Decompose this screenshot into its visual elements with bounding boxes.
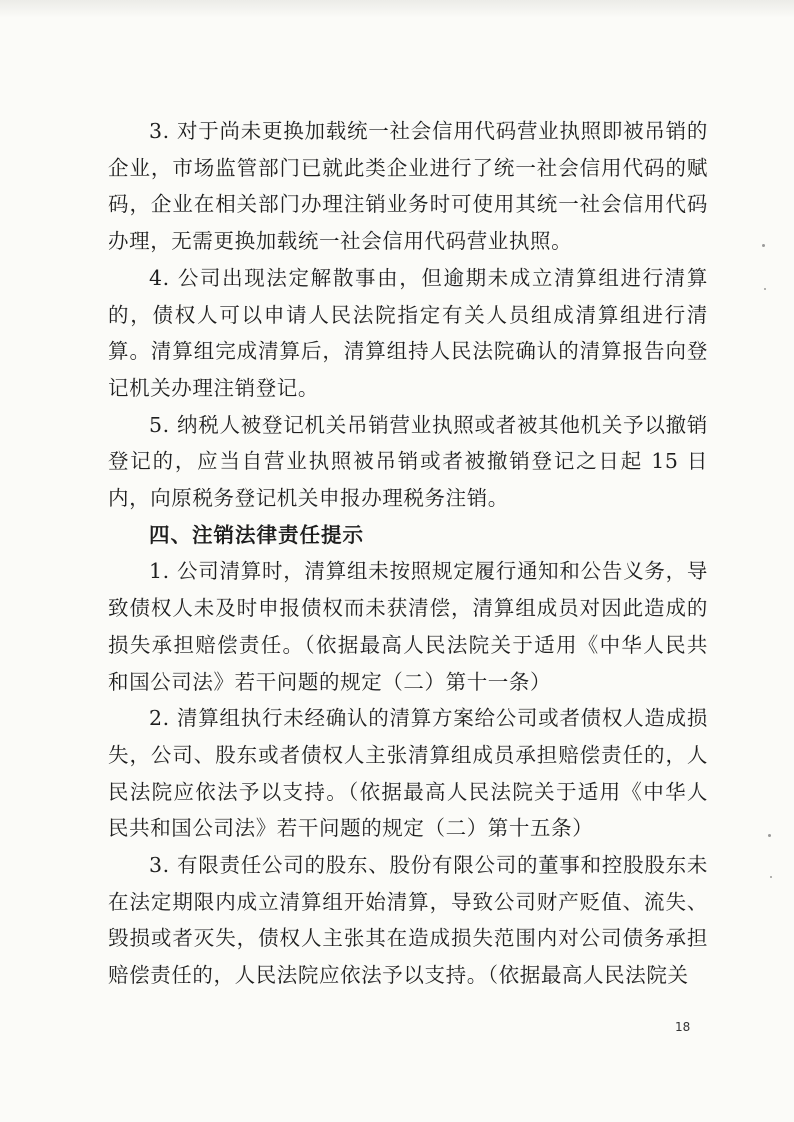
scan-speck — [770, 876, 772, 878]
scan-speck — [768, 834, 771, 837]
paragraph-item-4: 4. 公司出现法定解散事由，但逾期未成立清算组进行清算的，债权人可以申请人民法院指定有关人员组成清算组进行清算。清算组完成清算后，清算组持人民法院确认的清算报告向登记机关办理注销登记。 — [108, 265, 708, 400]
scan-speck — [764, 288, 766, 290]
section-heading: 四、注销法律责任提示 — [149, 522, 364, 547]
scan-edge-shadow — [0, 0, 794, 18]
document-body — [108, 113, 708, 994]
liability-item-3: 3. 有限责任公司的股东、股份有限公司的董事和控股股东未在法定期限内成立清算组开始清算，导致公司财产贬值、流失、毁损或者灭失，债权人主张其在造成损失范围内对公司债务承担赔偿责任的，人民法院应依法予以支持。（依据最高人民法院关 — [108, 853, 708, 988]
paragraph-item-3: 3. 对于尚未更换加载统一社会信用代码营业执照即被吊销的企业，市场监管部门已就此类企业进行了统一社会信用代码的赋码，企业在相关部门办理注销业务时可使用其统一社会信用代码办理，无需更换加载统一社会信用代码营业执照。 — [108, 119, 708, 254]
liability-item-2: 2. 清算组执行未经确认的清算方案给公司或者债权人造成损失，公司、股东或者债权人主张清算组成员承担赔偿责任的，人民法院应依法予以支持。（依据最高人民法院关于适用《中华人民共和国公司法》若干问题的规定（二）第十五条） — [108, 706, 708, 841]
scan-speck — [762, 244, 765, 247]
page-number: 18 — [675, 1020, 691, 1034]
paragraph-item-5: 5. 纳税人被登记机关吊销营业执照或者被其他机关予以撤销登记的，应当自营业执照被吊销或者被撤销登记之日起 15 日内，向原税务登记机关申报办理税务注销。 — [108, 412, 708, 511]
liability-item-1: 1. 公司清算时，清算组未按照规定履行通知和公告义务，导致债权人未及时申报债权而未获清偿，清算组成员对因此造成的损失承担赔偿责任。（依据最高人民法院关于适用《中华人民共和国公司法》若干问题的规定（二）第十一条） — [108, 559, 708, 694]
